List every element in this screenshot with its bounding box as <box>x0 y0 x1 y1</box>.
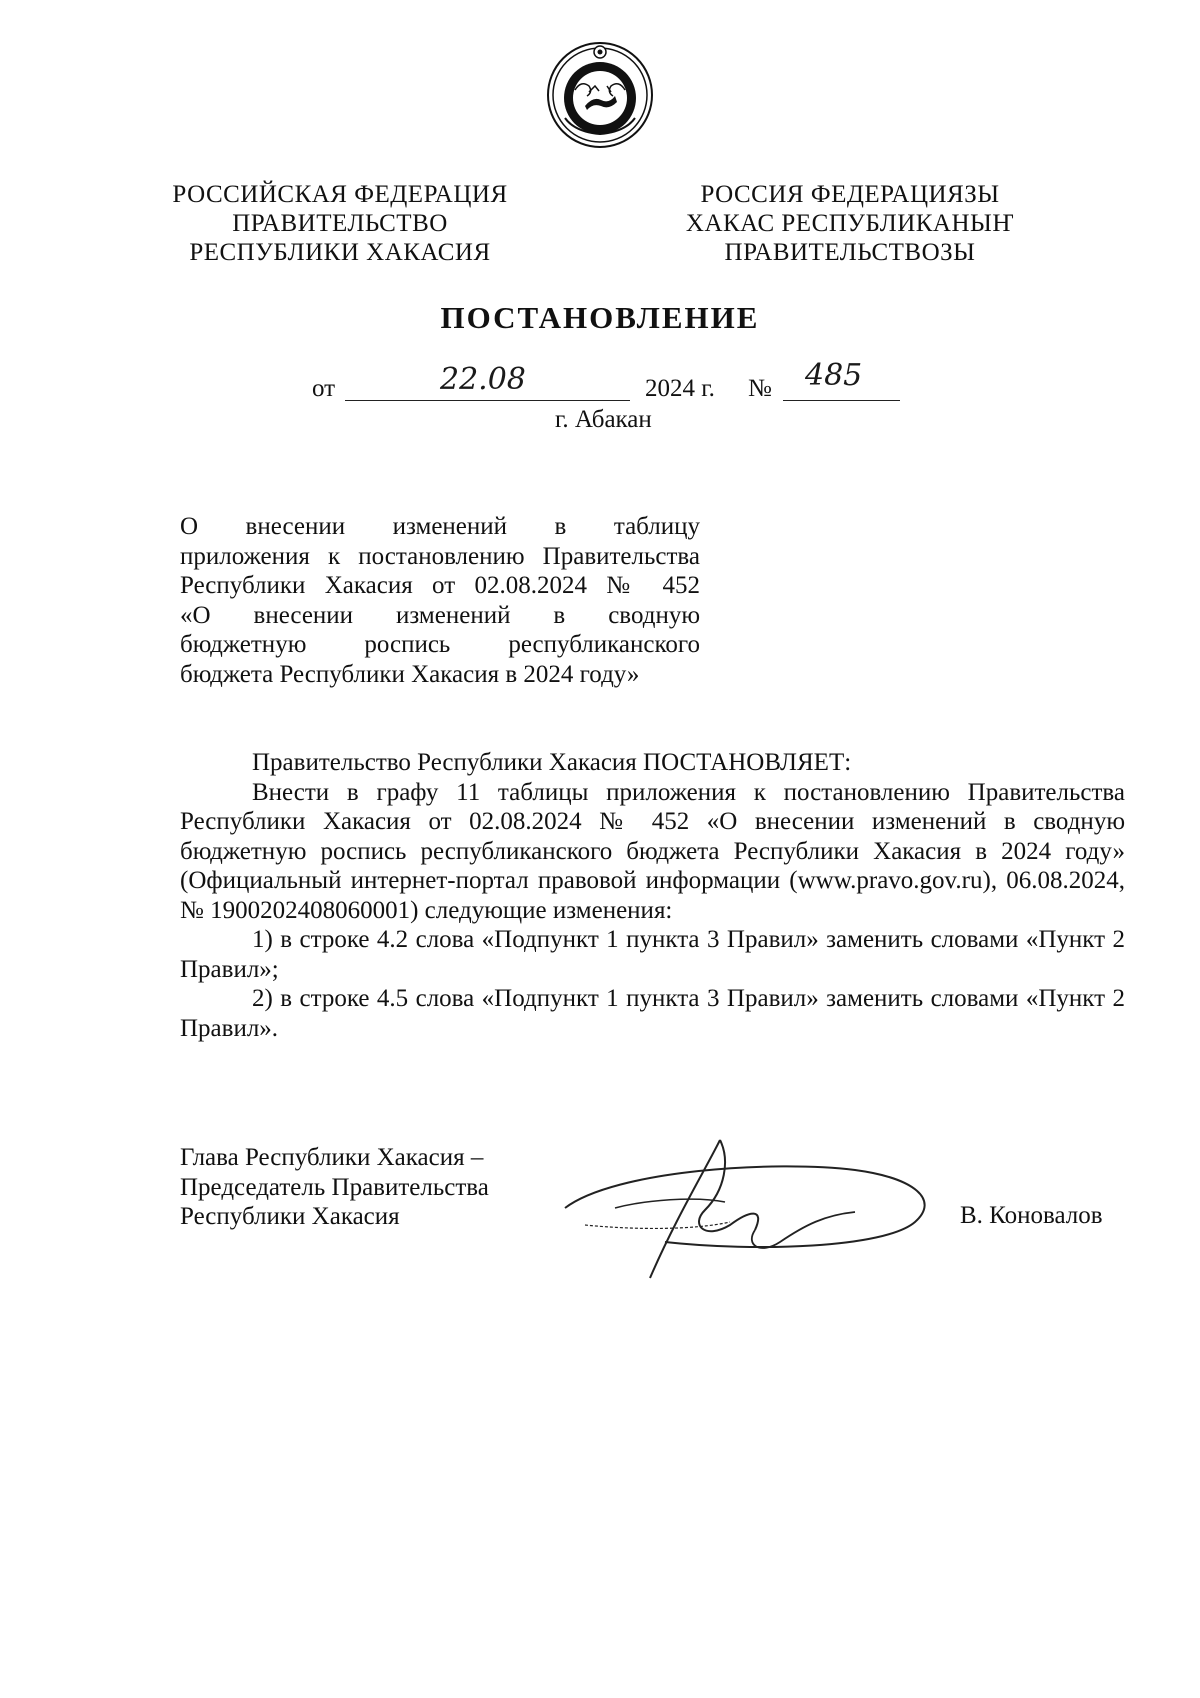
year-label: 2024 г. <box>645 375 715 402</box>
signatory-name: В. Коновалов <box>960 1202 1103 1229</box>
subject-line: бюджетную роспись республиканского <box>180 631 700 658</box>
handwritten-date: 22.08 <box>440 362 526 397</box>
from-label: от <box>312 375 336 402</box>
handwritten-number: 485 <box>805 358 863 393</box>
header-right-line: РОССИЯ ФЕДЕРАЦИЯЗЫ <box>700 181 1000 208</box>
coat-of-arms-icon <box>545 40 655 150</box>
header-left-line: РЕСПУБЛИКИ ХАКАСИЯ <box>189 239 491 266</box>
body-paragraph: 2) в строке 4.5 слова «Подпункт 1 пункта 3 Правил» заменить словами «Пункт 2 Правил». <box>180 985 1125 1042</box>
handwritten-signature <box>555 1130 945 1280</box>
subject-line: Республики Хакасия от 02.08.2024 № 452 <box>180 572 700 599</box>
city-label: г. Абакан <box>555 406 652 433</box>
number-underline <box>783 400 900 401</box>
signatory-title-line: Республики Хакасия <box>180 1203 400 1230</box>
header-khakas <box>660 180 1040 267</box>
subject-line: бюджета Республики Хакасия в 2024 году» <box>180 660 640 688</box>
document-body <box>180 748 1125 1043</box>
signatory-title <box>180 1143 540 1232</box>
header-left-line: РОССИЙСКАЯ ФЕДЕРАЦИЯ <box>172 181 508 208</box>
header-russian <box>150 180 530 267</box>
date-underline <box>345 400 630 401</box>
subject-line: приложения к постановлению Правительства <box>180 542 700 570</box>
body-paragraph: Внести в графу 11 таблицы приложения к постановлению Правительства Республики Хакасия от 02.08.2024 № 452 «О внесении изменений в сводную бюджетную роспись республиканского бюджета Республики Хакасия в 2024 году» (Официальный интернет-портал правовой информации (www.pravo.gov.ru), 06.08.2024, № 1900202408060001) следующие изменения: <box>180 778 1125 924</box>
signatory-title-line: Председатель Правительства <box>180 1173 489 1201</box>
number-label: № <box>748 375 772 402</box>
header-right-line: ХАКАС РЕСПУБЛИКАНЫҤ <box>685 210 1015 237</box>
document-type-title: ПОСТАНОВЛЕНИЕ <box>440 300 760 335</box>
subject-line: О внесении изменений в таблицу <box>180 513 700 540</box>
header-left-line: ПРАВИТЕЛЬСТВО <box>232 210 448 237</box>
header-right-line: ПРАВИТЕЛЬСТВОЗЫ <box>724 239 976 266</box>
body-paragraph: 1) в строке 4.2 слова «Подпункт 1 пункта 3 Правил» заменить словами «Пункт 2 Правил»; <box>180 926 1125 983</box>
signatory-title-line: Глава Республики Хакасия – <box>180 1144 484 1171</box>
body-paragraph: Правительство Республики Хакасия ПОСТАНОВЛЯЕТ: <box>252 749 852 776</box>
document-subject <box>180 512 700 689</box>
subject-line: «О внесении изменений в сводную <box>180 601 700 629</box>
